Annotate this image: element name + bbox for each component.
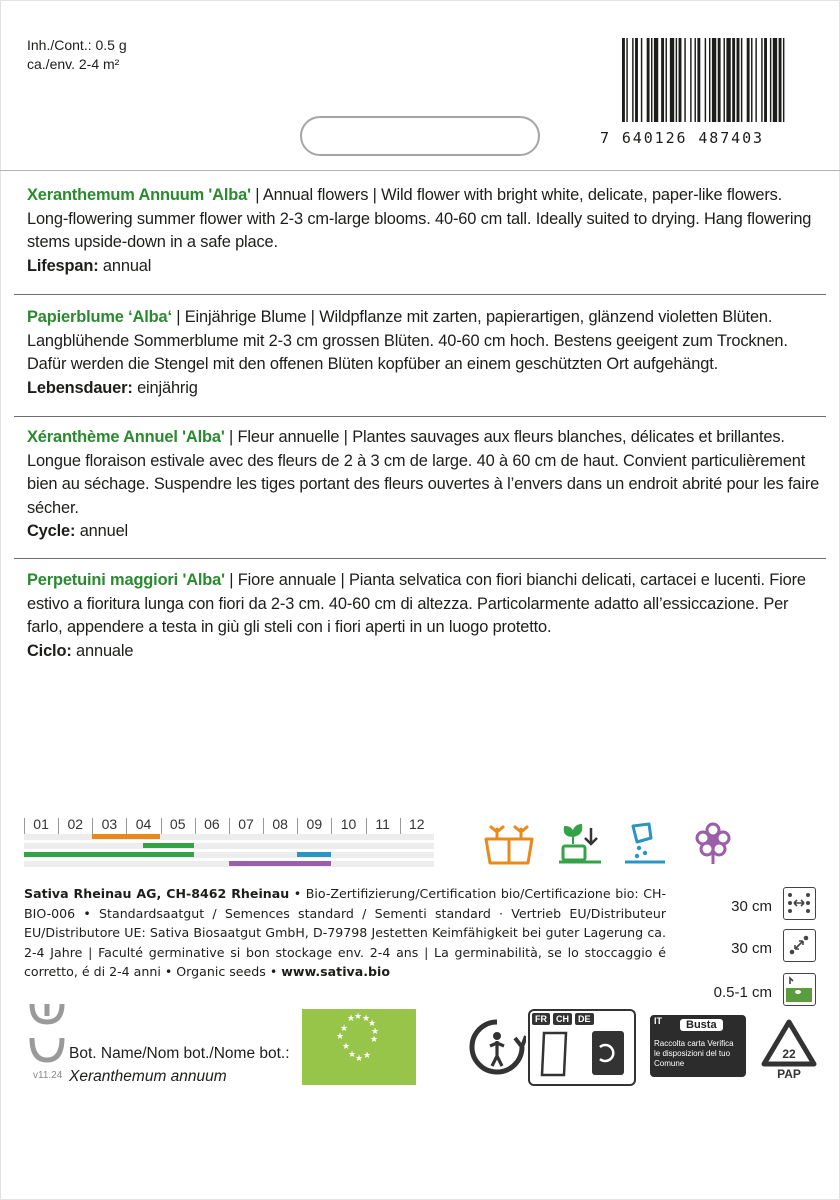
sowing-depth-value: 0.5-1 cm [713,984,772,1001]
plant-spacing-value: 30 cm [731,940,772,957]
section-divider [14,294,826,295]
calendar-row-flower [24,861,434,867]
star-icon: ★ [363,1051,372,1061]
barcode-bar [651,38,652,122]
calendar-row-sow-tray [24,834,434,840]
month-label: 08 [263,816,297,836]
barcode-bar [635,38,638,122]
lifespan-value: annual [98,256,152,275]
country-tag: IT [654,1016,662,1026]
calendar-bar-green [143,843,194,848]
star-icon: ★ [371,1027,380,1037]
section-italian [27,569,827,663]
month-label: 06 [195,816,229,836]
website-link[interactable]: www.sativa.bio [281,964,390,979]
certification-text: • Bio-Zertifizierung/Certification bio/Certificazione bio: CH-BIO-006 • Standardsaatgut / Semences standard / Sementi standard · Vertrieb EU/Distributeur EU/Distributore UE: Sativa Biosaatgut GmbH, D-79798 Jestetten Keimfähigkeit bei guter Lagerung ca. 2-4 Jahre | Faculté germinative si bon stockage env. 2-4 ans | La germinabilità, se lo stoccaggio é corretto, é di 2-4 anni • Organic seeds • [24,886,667,979]
star-icon: ★ [342,1042,351,1052]
barcode-bar [761,38,762,122]
lifespan-label: Ciclo: [27,641,72,660]
calendar-bar-green [24,852,194,857]
sorting-info-box [528,1009,636,1086]
barcode-bar [751,38,752,122]
seed-tray-icon [483,823,535,867]
month-label: 03 [92,816,126,836]
busta-text: Raccolta carta Verifica le disposizioni del tuo Comune [654,1039,734,1068]
section-divider [14,416,826,417]
lifespan-label: Lifespan: [27,256,99,275]
barcode-bars [600,38,820,122]
month-label: 10 [331,816,365,836]
section-title: Xeranthemum Annuum 'Alba' [27,186,251,204]
section-text: | Einjährige Blume | Wildpflanze mit zarten, papierartigen, glänzend violetten Blüten. Langblühende Sommerblume mit 2-3 cm grossen Blüten. 40-60 cm hoch. Bestens geeigent zum Trocknen. Dafür werden die Stengel mit den offenen Blüten kopfüber an einem geschützten Ort aufgehängt. [27,308,788,373]
barcode-bar [632,38,633,122]
divider [0,170,840,171]
barcode-bar [755,38,756,122]
sativa-logo-icon [28,1002,66,1066]
barcode-bar [741,38,742,122]
barcode-bar [676,38,677,122]
barcode-bar [679,38,682,122]
barcode-bar [783,38,784,122]
calendar-months [24,816,434,836]
contents-weight: Inh./Cont.: 0.5 g [27,37,127,53]
calendar-bar-purple [229,861,331,866]
month-label: 05 [161,816,195,836]
barcode-bar [690,38,691,122]
lifespan-value: annuel [75,522,129,540]
triman-recycling-icon [468,1018,526,1076]
section-title: Perpetuini maggiori 'Alba' [27,571,225,589]
calendar-row-sow-direct [24,852,434,858]
month-label: 04 [126,816,160,836]
busta-title: Busta [680,1019,723,1031]
lifespan-label: Lebensdauer: [27,378,133,397]
version-label: v11.24 [33,1070,63,1081]
lifespan-value: annuale [71,641,134,660]
barcode-bar [737,38,740,122]
section-title: Xéranthème Annuel 'Alba' [27,428,225,446]
barcode-bar [622,38,625,122]
barcode-bar [764,38,767,122]
pap-number: 22 [782,1047,796,1061]
pap-recycling-icon [758,1018,820,1080]
country-tag: FR [532,1013,550,1025]
section-german [27,306,827,400]
barcode-bar [654,38,658,122]
eu-organic-logo [302,1009,416,1085]
barcode-bar [666,38,667,122]
lifespan-label: Cycle: [27,522,76,540]
row-spacing-icon [783,887,816,920]
country-tag: DE [575,1013,594,1025]
section-text: | Fiore annuale | Pianta selvatica con fiori bianchi delicati, cartacei e lucenti. Fiore estivo a fioritura lunga con fiori da 2-3 cm. 40-60 cm di altezza. Particolarmente adatto all’essiccazione. Per farlo, appendere a testa in giù gli steli con i fiori aperti in un luogo protetto. [27,571,806,636]
lifespan-value: einjährig [132,378,198,397]
star-icon: ★ [347,1014,356,1024]
barcode-bar [661,38,664,122]
sowing-depth-icon [783,973,816,1006]
pap-label: PAP [777,1067,801,1080]
flower-icon [693,822,733,866]
month-label: 12 [400,816,434,836]
barcode [600,38,820,158]
barcode-bar [641,38,642,122]
plant-spacing-icon [783,929,816,962]
company-name: Sativa Rheinau AG, CH-8462 Rheinau [24,886,290,901]
botanical-name-label: Bot. Name/Nom bot./Nome bot.: [69,1045,290,1062]
company-info [24,884,666,982]
month-label: 09 [297,816,331,836]
hang-hole [300,116,540,156]
country-tag: CH [553,1013,572,1025]
barcode-bar [712,38,716,122]
calendar-bar-blue [297,852,331,857]
barcode-bar [697,38,700,122]
month-label: 02 [58,816,92,836]
star-icon: ★ [368,1019,377,1029]
barcode-bar [705,38,706,122]
star-icon: ★ [336,1032,345,1042]
barcode-number: 7 640126 487403 [600,129,764,147]
barcode-bar [732,38,735,122]
botanical-name-block [69,1042,290,1088]
month-label: 11 [366,816,400,836]
contents-area: ca./env. 2-4 m² [27,56,120,72]
barcode-bar [726,38,730,122]
barcode-bar [770,38,771,122]
sowing-calendar [24,816,434,868]
contents-info [27,36,127,74]
calendar-row-transplant [24,843,434,849]
star-icon: ★ [355,1054,364,1064]
barcode-bar [747,38,750,122]
barcode-bar [779,38,782,122]
barcode-bar [647,38,650,122]
barcode-bar [670,38,674,122]
paper-bin-icon [530,1025,634,1083]
star-icon: ★ [354,1012,363,1022]
barcode-bar [684,38,685,122]
section-title: Papierblume ‘Alba‘ [27,308,172,326]
section-text: | Annual flowers | Wild flower with bright white, delicate, paper-like flowers. Long-flowering summer flower with 2-3 cm-large blooms. 40-60 cm tall. Ideally suited to drying. Hang flowering stems upside-down in a safe place. [27,186,812,251]
star-icon: ★ [340,1024,349,1034]
watering-icon [625,822,665,866]
botanical-name: Xeranthemum annuum [69,1068,227,1085]
barcode-bar [718,38,721,122]
section-text: | Fleur annuelle | Plantes sauvages aux fleurs blanches, délicates et brillantes. Longue floraison estivale avec des fleurs de 2 à 3 cm de large. 40 à 60 cm de haut. Convient particulièrement bien au séchage. Suspendre les tiges portant des fleurs ouvertes à l’envers dans un endroit abrité pour les faire sécher. [27,428,820,517]
star-icon: ★ [348,1050,357,1060]
star-icon: ★ [362,1014,371,1024]
section-divider [14,558,826,559]
section-english [27,184,827,278]
row-spacing-value: 30 cm [731,898,772,915]
barcode-bar [773,38,777,122]
star-icon: ★ [370,1035,379,1045]
barcode-bar [626,38,627,122]
month-label: 07 [229,816,263,836]
section-french [27,426,827,544]
barcode-bar [709,38,710,122]
barcode-bar [695,38,696,122]
calendar-bar-orange [92,834,160,839]
italian-recycling-label [650,1015,746,1077]
month-label: 01 [24,816,58,836]
transplant-icon [559,822,601,866]
barcode-bar [724,38,725,122]
